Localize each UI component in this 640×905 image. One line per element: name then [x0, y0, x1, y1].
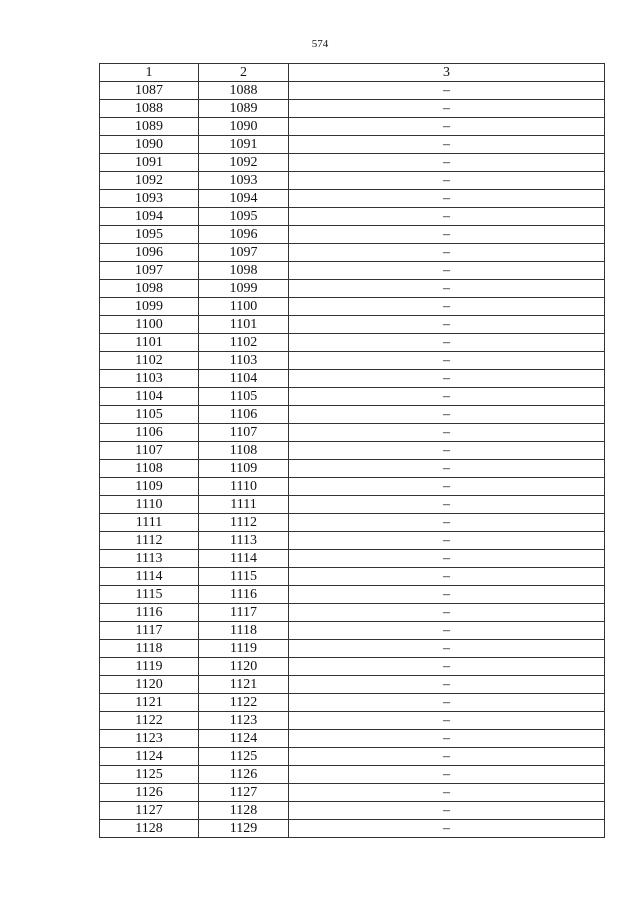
table-cell-col-2: 1126: [199, 766, 289, 784]
table-row: [100, 802, 605, 820]
table-cell-col-3: –: [289, 514, 605, 532]
table-row: [100, 532, 605, 550]
table-row: [100, 748, 605, 766]
table-cell-col-2: 1119: [199, 640, 289, 658]
table-row: [100, 730, 605, 748]
table-cell-col-3: –: [289, 604, 605, 622]
table-cell-col-3: –: [289, 658, 605, 676]
table-cell-col-3: –: [289, 532, 605, 550]
table-cell-col-2: 1114: [199, 550, 289, 568]
table-cell-col-3: –: [289, 118, 605, 136]
table-cell-col-1: 1093: [100, 190, 199, 208]
table-cell-col-1: 1126: [100, 784, 199, 802]
table-cell-col-1: 1100: [100, 316, 199, 334]
table-cell-col-1: 1108: [100, 460, 199, 478]
table-cell-col-2: 1091: [199, 136, 289, 154]
table-cell-col-1: 1089: [100, 118, 199, 136]
table-row: [100, 370, 605, 388]
table-cell-col-1: 1090: [100, 136, 199, 154]
table-cell-col-1: 1098: [100, 280, 199, 298]
table-cell-col-2: 1124: [199, 730, 289, 748]
table-cell-col-1: 1113: [100, 550, 199, 568]
table-cell-col-1: 1111: [100, 514, 199, 532]
table-row: [100, 190, 605, 208]
table-cell-col-1: 1119: [100, 658, 199, 676]
table-row: [100, 604, 605, 622]
table-cell-col-3: –: [289, 622, 605, 640]
table-row: [100, 100, 605, 118]
table-cell-col-3: –: [289, 568, 605, 586]
table-cell-col-1: 1121: [100, 694, 199, 712]
table-cell-col-2: 1111: [199, 496, 289, 514]
table-cell-col-1: 1127: [100, 802, 199, 820]
table-row: [100, 334, 605, 352]
table-cell-col-3: –: [289, 262, 605, 280]
table-cell-col-3: –: [289, 586, 605, 604]
table-cell-col-2: 1098: [199, 262, 289, 280]
table-cell-col-1: 1106: [100, 424, 199, 442]
table-cell-col-2: 1090: [199, 118, 289, 136]
table-cell-col-1: 1114: [100, 568, 199, 586]
table-row: [100, 568, 605, 586]
table-cell-col-2: 1121: [199, 676, 289, 694]
table-cell-col-2: 1113: [199, 532, 289, 550]
table-cell-col-2: 1092: [199, 154, 289, 172]
table-cell-col-1: 1091: [100, 154, 199, 172]
table-cell-col-2: 1120: [199, 658, 289, 676]
table-cell-col-3: –: [289, 478, 605, 496]
table-cell-col-1: 1123: [100, 730, 199, 748]
table-cell-col-2: 1109: [199, 460, 289, 478]
table-cell-col-2: 1116: [199, 586, 289, 604]
table-cell-col-3: –: [289, 298, 605, 316]
data-table: [99, 63, 605, 838]
table-cell-col-2: 1096: [199, 226, 289, 244]
table-cell-col-1: 1101: [100, 334, 199, 352]
table-cell-col-3: –: [289, 712, 605, 730]
table-cell-col-2: 1100: [199, 298, 289, 316]
table-cell-col-1: 1094: [100, 208, 199, 226]
table-cell-col-2: 1101: [199, 316, 289, 334]
table-cell-col-2: 1095: [199, 208, 289, 226]
table-row: [100, 118, 605, 136]
table-cell-col-2: 1123: [199, 712, 289, 730]
table-row: [100, 262, 605, 280]
table-cell-col-3: –: [289, 496, 605, 514]
table-cell-col-1: 1096: [100, 244, 199, 262]
table-row: [100, 244, 605, 262]
table-cell-col-1: 1124: [100, 748, 199, 766]
table-cell-col-1: 1104: [100, 388, 199, 406]
table-cell-col-3: –: [289, 172, 605, 190]
table-cell-col-2: 1106: [199, 406, 289, 424]
table-body: [100, 82, 605, 838]
table-cell-col-3: –: [289, 676, 605, 694]
table-header-row: [100, 64, 605, 82]
table-cell-col-1: 1110: [100, 496, 199, 514]
table-row: [100, 712, 605, 730]
table-cell-col-1: 1092: [100, 172, 199, 190]
table-cell-col-1: 1115: [100, 586, 199, 604]
table-cell-col-3: –: [289, 460, 605, 478]
table-cell-col-3: –: [289, 388, 605, 406]
table-cell-col-3: –: [289, 820, 605, 838]
table-cell-col-3: –: [289, 226, 605, 244]
table-cell-col-2: 1099: [199, 280, 289, 298]
table-cell-col-1: 1099: [100, 298, 199, 316]
table-cell-col-3: –: [289, 784, 605, 802]
table-cell-col-3: –: [289, 370, 605, 388]
table-cell-col-3: –: [289, 424, 605, 442]
table-cell-col-1: 1112: [100, 532, 199, 550]
table-cell-col-2: 1103: [199, 352, 289, 370]
table-cell-col-2: 1112: [199, 514, 289, 532]
table-row: [100, 442, 605, 460]
table-cell-col-3: –: [289, 640, 605, 658]
table-row: [100, 280, 605, 298]
table-row: [100, 496, 605, 514]
table-cell-col-2: 1105: [199, 388, 289, 406]
table-row: [100, 352, 605, 370]
table-row: [100, 136, 605, 154]
table-cell-col-2: 1110: [199, 478, 289, 496]
table-cell-col-2: 1097: [199, 244, 289, 262]
table-row: [100, 82, 605, 100]
table-cell-col-2: 1122: [199, 694, 289, 712]
table-row: [100, 586, 605, 604]
table-cell-col-3: –: [289, 802, 605, 820]
table-row: [100, 172, 605, 190]
table-cell-col-1: 1095: [100, 226, 199, 244]
table-cell-col-2: 1107: [199, 424, 289, 442]
table-cell-col-3: –: [289, 766, 605, 784]
table-cell-col-1: 1107: [100, 442, 199, 460]
table-cell-col-3: –: [289, 208, 605, 226]
table-cell-col-2: 1125: [199, 748, 289, 766]
table-cell-col-1: 1117: [100, 622, 199, 640]
column-header-1: 1: [100, 64, 199, 82]
table-cell-col-1: 1109: [100, 478, 199, 496]
table-cell-col-1: 1087: [100, 82, 199, 100]
table-cell-col-1: 1097: [100, 262, 199, 280]
table-row: [100, 784, 605, 802]
table-cell-col-2: 1128: [199, 802, 289, 820]
page-number: 574: [311, 38, 329, 50]
table-cell-col-3: –: [289, 442, 605, 460]
table-cell-col-3: –: [289, 694, 605, 712]
table-cell-col-2: 1104: [199, 370, 289, 388]
table-cell-col-3: –: [289, 280, 605, 298]
table-cell-col-3: –: [289, 730, 605, 748]
table-cell-col-2: 1108: [199, 442, 289, 460]
table-row: [100, 622, 605, 640]
table-cell-col-3: –: [289, 154, 605, 172]
table-cell-col-2: 1129: [199, 820, 289, 838]
table-cell-col-3: –: [289, 550, 605, 568]
table-header: [100, 64, 605, 82]
table-cell-col-1: 1103: [100, 370, 199, 388]
table-cell-col-3: –: [289, 82, 605, 100]
table-cell-col-1: 1125: [100, 766, 199, 784]
table-cell-col-2: 1102: [199, 334, 289, 352]
table-cell-col-2: 1089: [199, 100, 289, 118]
table-row: [100, 388, 605, 406]
table-row: [100, 640, 605, 658]
table-cell-col-2: 1094: [199, 190, 289, 208]
table-cell-col-1: 1088: [100, 100, 199, 118]
table-row: [100, 154, 605, 172]
table-cell-col-2: 1118: [199, 622, 289, 640]
table-cell-col-3: –: [289, 100, 605, 118]
table-cell-col-3: –: [289, 406, 605, 424]
table-cell-col-2: 1127: [199, 784, 289, 802]
table-cell-col-1: 1122: [100, 712, 199, 730]
table-cell-col-2: 1115: [199, 568, 289, 586]
table-row: [100, 424, 605, 442]
table-row: [100, 658, 605, 676]
table-cell-col-3: –: [289, 334, 605, 352]
table-cell-col-1: 1120: [100, 676, 199, 694]
table-cell-col-1: 1118: [100, 640, 199, 658]
table-cell-col-2: 1093: [199, 172, 289, 190]
table-row: [100, 514, 605, 532]
table-row: [100, 298, 605, 316]
table-row: [100, 316, 605, 334]
table-row: [100, 478, 605, 496]
table-row: [100, 550, 605, 568]
table-cell-col-2: 1088: [199, 82, 289, 100]
table-cell-col-2: 1117: [199, 604, 289, 622]
table-cell-col-1: 1102: [100, 352, 199, 370]
table-row: [100, 766, 605, 784]
table-cell-col-1: 1116: [100, 604, 199, 622]
table-cell-col-3: –: [289, 136, 605, 154]
table-cell-col-3: –: [289, 352, 605, 370]
table-cell-col-3: –: [289, 748, 605, 766]
table-row: [100, 820, 605, 838]
table-row: [100, 406, 605, 424]
table-cell-col-3: –: [289, 244, 605, 262]
column-header-2: 2: [199, 64, 289, 82]
table-cell-col-3: –: [289, 316, 605, 334]
table-cell-col-3: –: [289, 190, 605, 208]
table-row: [100, 208, 605, 226]
table-cell-col-1: 1105: [100, 406, 199, 424]
table-row: [100, 460, 605, 478]
table-row: [100, 694, 605, 712]
table-cell-col-1: 1128: [100, 820, 199, 838]
table-row: [100, 226, 605, 244]
column-header-3: 3: [289, 64, 605, 82]
table-row: [100, 676, 605, 694]
